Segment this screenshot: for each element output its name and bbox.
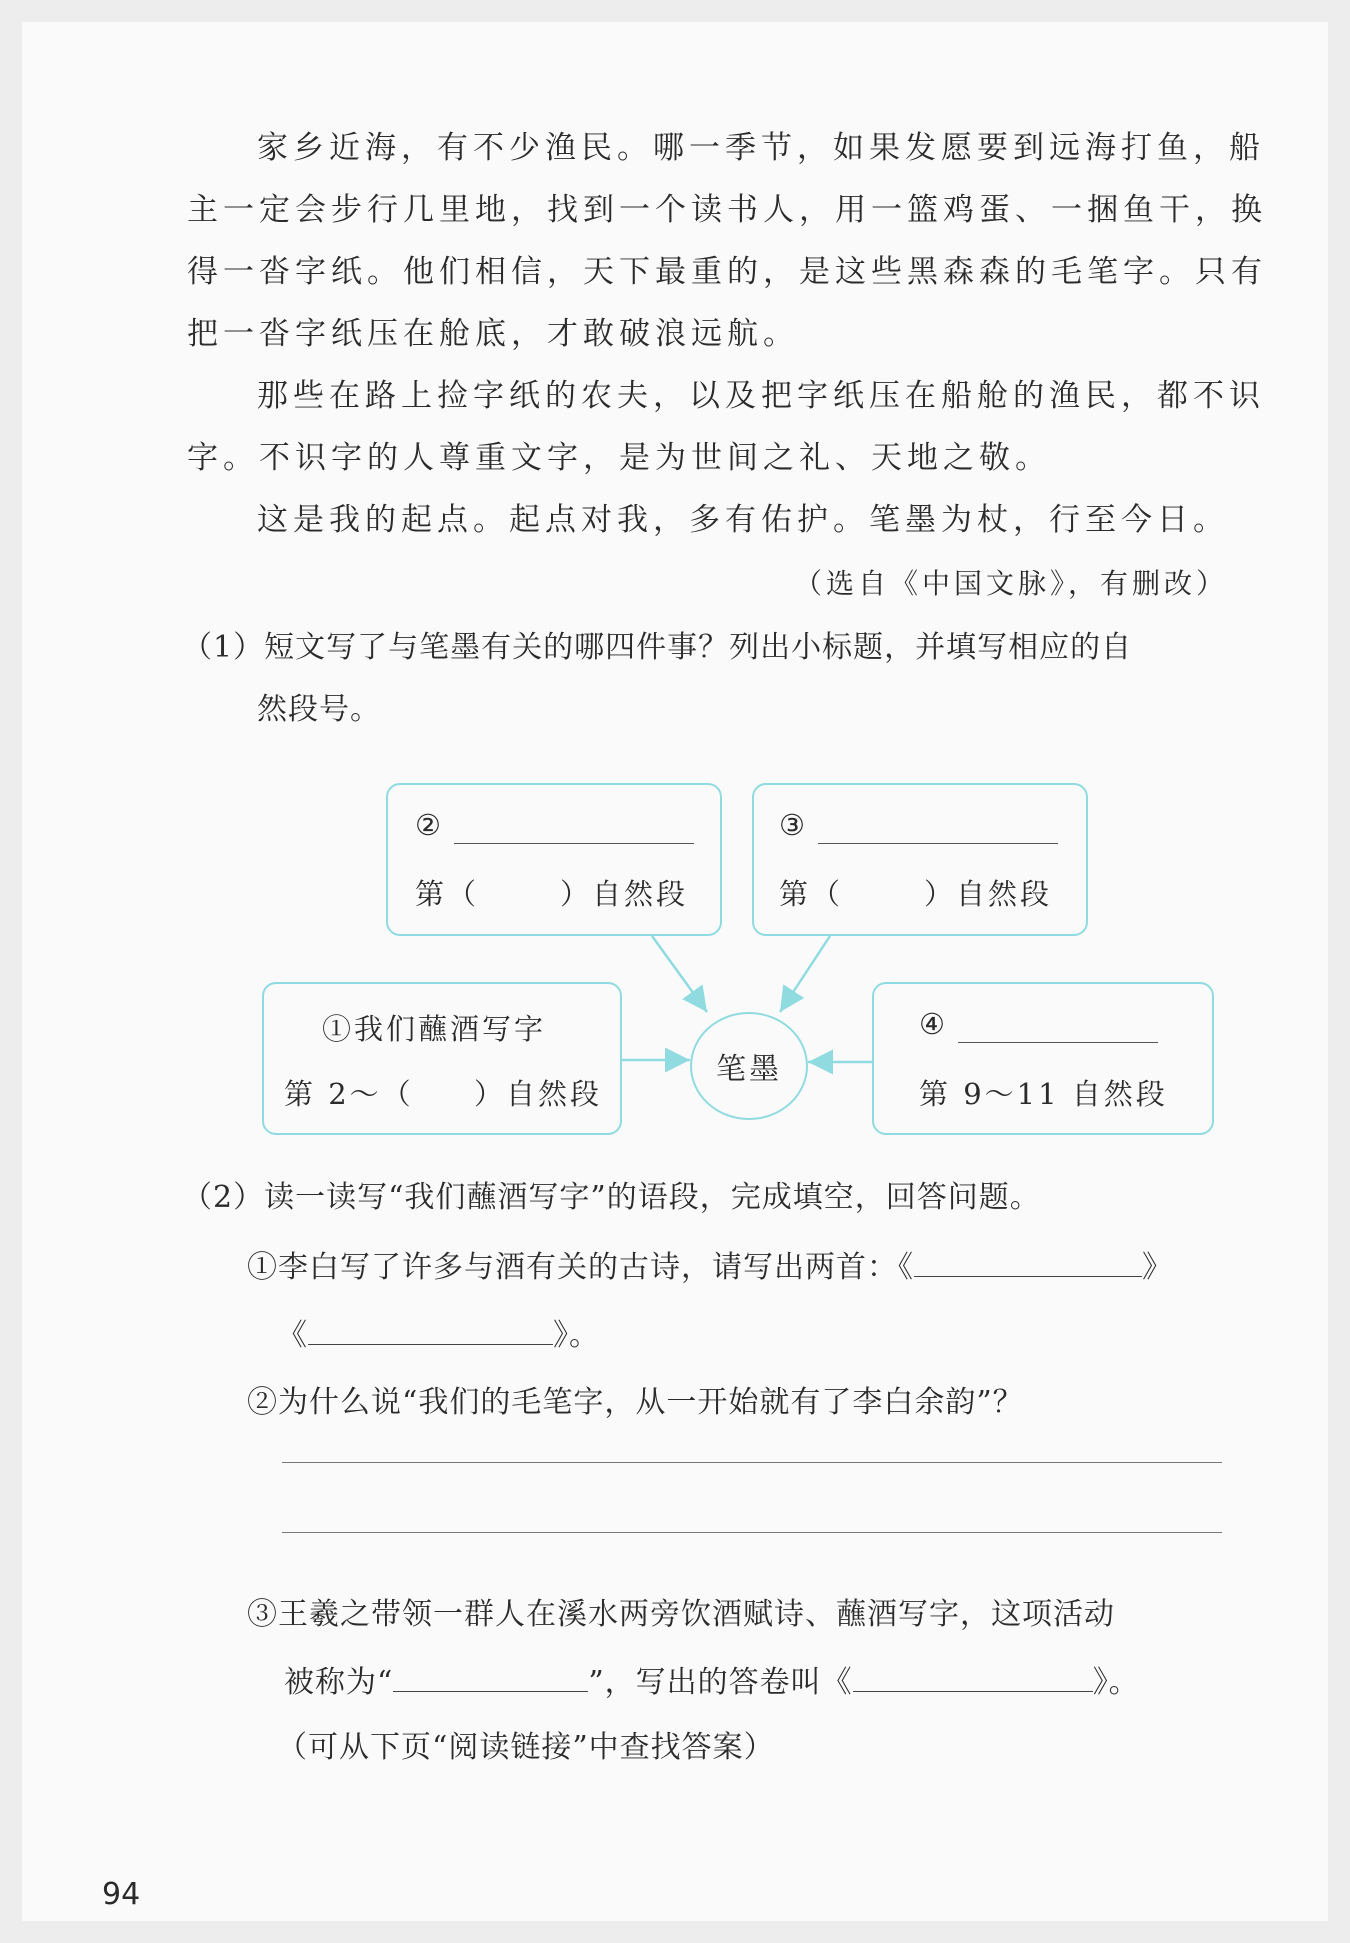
passage-line-5: 那些在路上捡字纸的农夫，以及把字纸压在船舱的渔民，都不识 (257, 378, 1265, 414)
box3-para-suffix: ）自然段 (924, 877, 1053, 911)
q2-sub2: ②为什么说“我们的毛笔字，从一开始就有了李白余韵”？ (247, 1385, 1024, 1420)
passage-line-4: 把一沓字纸压在舱底，才敢破浪远航。 (187, 316, 799, 352)
box2-para-suffix: ）自然段 (560, 877, 689, 911)
arrow-box3-to-center (780, 936, 830, 1012)
q2-sub2-answer-line-1[interactable] (282, 1462, 1222, 1463)
q1-line-2: 然段号。 (257, 692, 381, 727)
q2-sub1-close: 》 (1142, 1250, 1173, 1285)
q2-sub1-text: ①李白写了许多与酒有关的古诗，请写出两首：《 (247, 1250, 914, 1285)
q2-sub2-answer-line-2[interactable] (282, 1532, 1222, 1533)
box3-title-blank[interactable] (818, 813, 1058, 844)
passage-line-7: 这是我的起点。起点对我，多有佑护。笔墨为杖，行至今日。 (257, 502, 1229, 538)
q2-sub3-blank-2[interactable] (853, 1663, 1093, 1692)
passage-line-3: 得一沓字纸。他们相信，天下最重的，是这些黑森森的毛笔字。只有 (187, 254, 1267, 290)
q2-sub1-line-1 (247, 1242, 1173, 1286)
passage-line-1: 家乡近海，有不少渔民。哪一季节，如果发愿要到远海打鱼，船 (257, 130, 1265, 166)
box2-para-prefix: 第（ (415, 877, 480, 911)
box4-para: 第 9～11 自然段 (919, 1077, 1168, 1111)
q2-sub3-blank-1[interactable] (393, 1663, 588, 1692)
page-number: 94 (102, 1877, 141, 1912)
q2-sub1-close-2: 》。 (553, 1318, 600, 1353)
center-node-label: 笔墨 (716, 1052, 782, 1087)
box1-para-suffix: ）自然段 (474, 1077, 603, 1111)
q2-sub3-line-1: ③王羲之带领一群人在溪水两旁饮酒赋诗、蘸酒写字，这项活动 (247, 1597, 1115, 1632)
passage-line-6: 字。不识字的人尊重文字，是为世间之礼、天地之敬。 (187, 440, 1051, 476)
box1-para-prefix: 第 2～（ (284, 1077, 414, 1111)
workbook-page (22, 22, 1328, 1921)
q2-sub3-text-c: 》。 (1092, 1665, 1140, 1700)
q2-sub1-line-2 (277, 1310, 600, 1354)
q1-line-1: （1）短文写了与笔墨有关的哪四件事？列出小标题，并填写相应的自 (182, 630, 1133, 665)
box4-title-blank[interactable] (958, 1012, 1158, 1043)
center-node (690, 1012, 808, 1120)
box3-number: ③ (779, 808, 808, 842)
diagram-box-2 (386, 783, 722, 936)
q2-sub3-text-b: ”，写出的答卷叫《 (588, 1665, 853, 1700)
q2-sub1-blank-1[interactable] (914, 1248, 1142, 1277)
box2-number: ② (415, 808, 444, 842)
arrow-box2-to-center (652, 936, 707, 1012)
q2-title: （2）读一读写“我们蘸酒写字”的语段，完成填空，回答问题。 (182, 1180, 1041, 1215)
diagram-box-3 (752, 783, 1088, 936)
q2-sub3-text-a: 被称为“ (284, 1665, 394, 1700)
box1-title: ①我们蘸酒写字 (322, 1012, 547, 1046)
passage-source: （选自《中国文脉》，有删改） (793, 567, 1228, 600)
passage-line-2: 主一定会步行几里地，找到一个读书人，用一篮鸡蛋、一捆鱼干，换 (187, 192, 1267, 228)
box3-para-prefix: 第（ (779, 877, 844, 911)
q2-sub3-hint: （可从下页“阅读链接”中查找答案） (277, 1730, 775, 1765)
box2-title-blank[interactable] (454, 813, 694, 844)
q2-sub1-blank-2[interactable] (308, 1316, 553, 1345)
box4-number: ④ (919, 1007, 948, 1041)
q2-sub1-open-2: 《 (277, 1318, 308, 1353)
q2-sub3-line-2 (284, 1657, 1140, 1701)
